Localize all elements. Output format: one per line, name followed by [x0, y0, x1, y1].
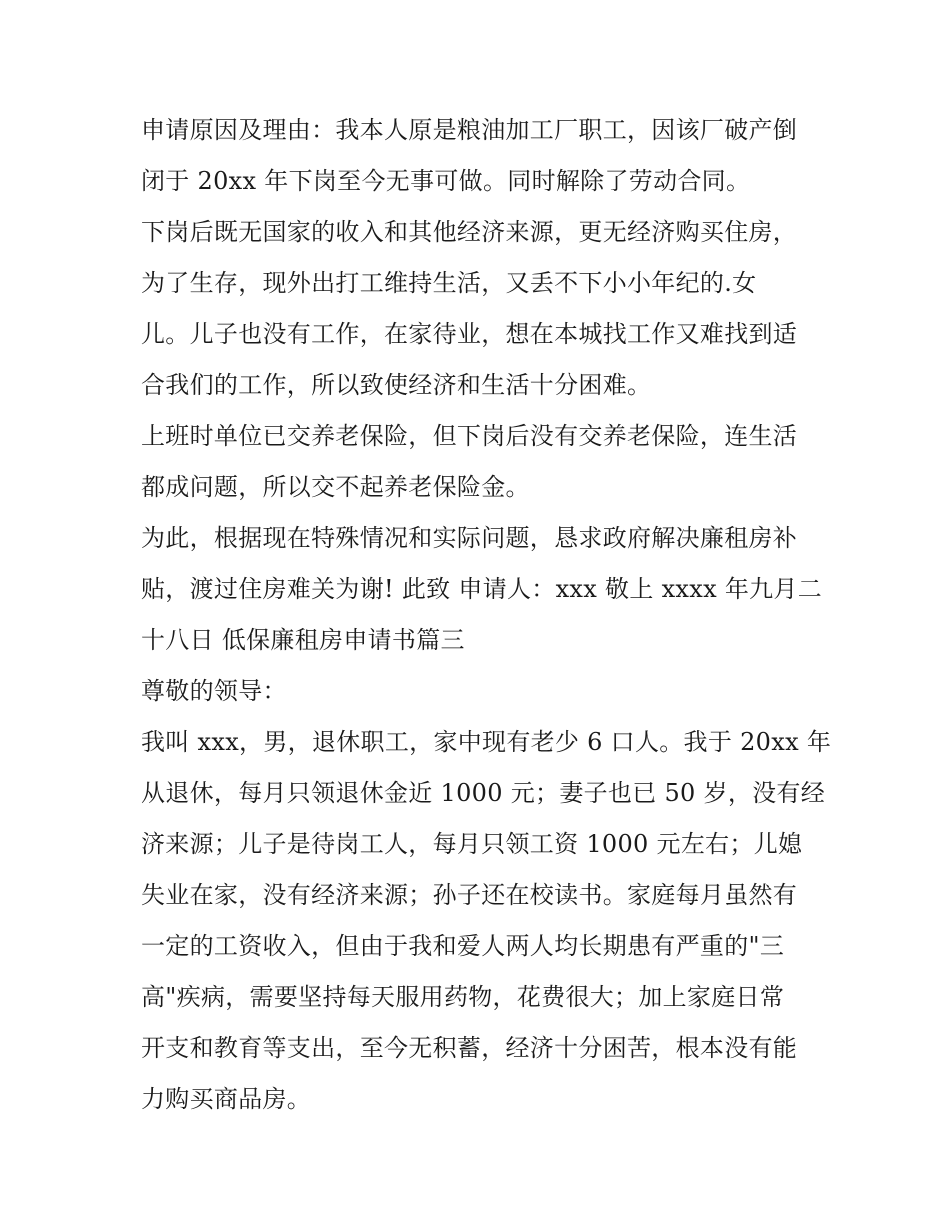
text-line: 从退休，每月只领退休金近 1000 元；妻子也已 50 岁，没有经: [141, 779, 826, 807]
text-line: 高"疾病，需要坚持每天服用药物，花费很大；加上家庭日常: [141, 983, 785, 1011]
text-line: 合我们的工作，所以致使经济和生活十分困难。: [141, 371, 652, 399]
text-line: 为此，根据现在特殊情况和实际问题，恳求政府解决廉租房补: [141, 524, 798, 552]
text-line: 我叫 xxx，男，退休职工，家中现有老少 6 口人。我于 20xx 年: [141, 728, 832, 756]
text-line: 为了生存，现外出打工维持生活，又丢不下小小年纪的.女: [141, 269, 757, 297]
text-line: 申请原因及理由：我本人原是粮油加工厂职工，因该厂破产倒: [141, 116, 798, 144]
text-line: 儿。儿子也没有工作，在家待业，想在本城找工作又难找到适: [141, 320, 798, 348]
text-line: 都成问题，所以交不起养老保险金。: [141, 473, 530, 501]
salutation: 尊敬的领导：: [141, 677, 287, 705]
text-line: 开支和教育等支出，至今无积蓄，经济十分困苦，根本没有能: [141, 1034, 798, 1062]
text-line: 济来源；儿子是待岗工人，每月只领工资 1000 元左右；儿媳: [141, 830, 803, 858]
text-line: 闭于 20xx 年下岗至今无事可做。同时解除了劳动合同。: [141, 167, 751, 195]
text-line: 贴，渡过住房难关为谢! 此致 申请人：xxx 敬上 xxxx 年九月二: [141, 575, 823, 603]
document-body: [141, 105, 832, 1125]
text-line: 力购买商品房。: [141, 1085, 312, 1113]
text-line: 上班时单位已交养老保险，但下岗后没有交养老保险，连生活: [141, 422, 798, 450]
text-line: 一定的工资收入，但由于我和爱人两人均长期患有严重的"三: [141, 932, 785, 960]
text-line: 失业在家，没有经济来源；孙子还在校读书。家庭每月虽然有: [141, 881, 798, 909]
text-line: 十八日 低保廉租房申请书篇三: [141, 626, 465, 654]
text-line: 下岗后既无国家的收入和其他经济来源，更无经济购买住房，: [141, 218, 798, 246]
